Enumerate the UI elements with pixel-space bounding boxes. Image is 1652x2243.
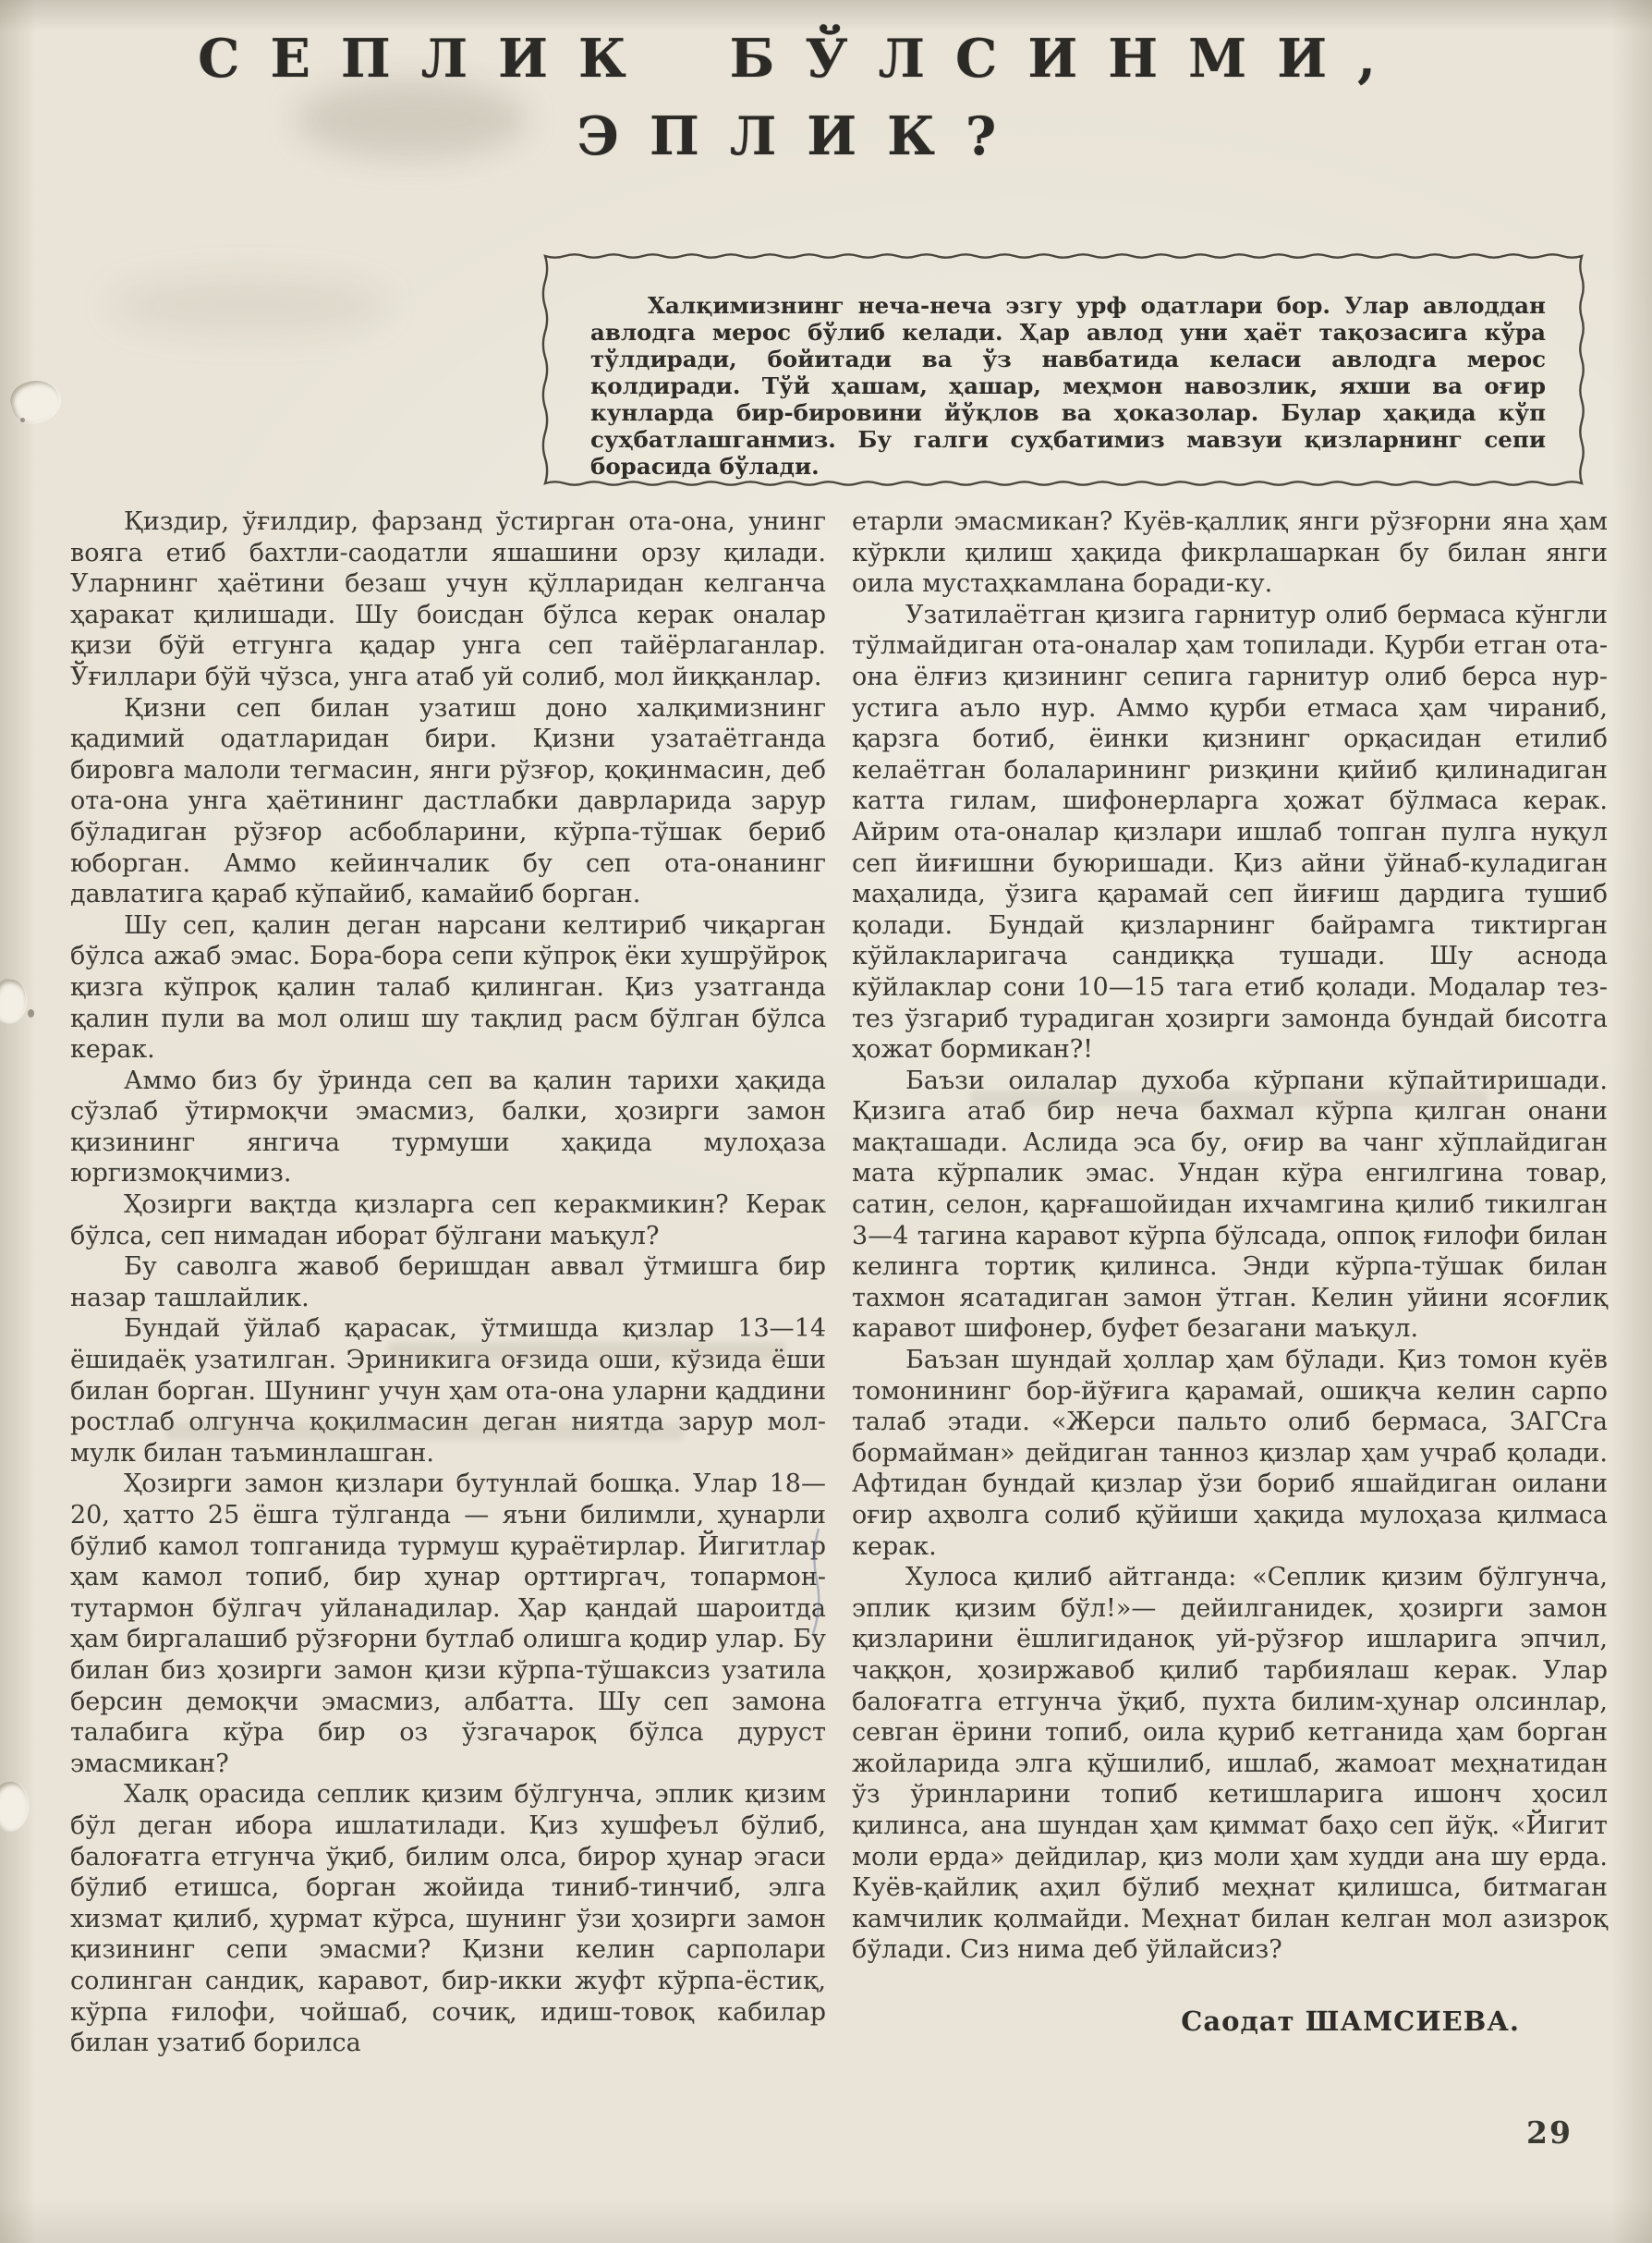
paper-tear <box>6 374 64 428</box>
intro-text: Халқимизнинг неча-неча эзгу урф одатлари бор. Улар авлоддан авлодга мерос бўлиб келади. Ҳар авлод уни ҳаёт тақозасига кўра тўлдиради, бойитади ва ўз навбатида келаси авлодга мерос қолдиради. Тўй ҳашам, ҳашар, меҳмон навозлик, яхши ва оғир кунларда бир-бировини йўқлов ва ҳоказолар. Булар ҳақида кўп суҳбатлашганмиз. Бу галги суҳбатимиз мавзуи қизларнинг сепи борасида бўлади. <box>590 292 1546 480</box>
title-line-1: СЕПЛИК БЎЛСИНМИ, <box>198 28 1406 90</box>
intro-box <box>541 251 1586 488</box>
paragraph: Хулоса қилиб айтганда: «Сеплик қизим бўлгунча, эплик қизим бўл!»— дейилганидек, ҳозирги замон қизларини ёшлигиданоқ уй-рўзғор ишларига эпчил, чаққон, ҳозиржавоб қилиб тарбиялаш керак. Улар балоғатга етгунча ўқиб, пухта билим-ҳунар олсинлар, севган ёрини топиб, оила қуриб кетганида ҳам борган жойларида элга қўшилиб, ишлаб, жамоат меҳнатидан ўз ўринларини топиб кетишларига ишонч ҳосил қилинса, ана шундан ҳам қиммат баҳо сеп йўқ. «Йигит моли ерда» дейдилар, қиз моли ҳам худди ана шу ерда. Куёв-қайлиқ аҳил бўлиб меҳнат қилишса, битмаган камчилик қолмайди. Меҳнат билан келган мол азизроқ бўлади. Сиз нима деб ўйлайсиз? <box>852 1563 1608 1965</box>
paragraph: Ҳозирги вақтда қизларга сеп керакмикин? Керак бўлса, сеп нимадан иборат бўлгани маъқул? <box>70 1190 826 1250</box>
paper-speck <box>20 418 25 422</box>
paragraph: Бу саволга жавоб беришдан аввал ўтмишга бир назар ташлайлик. <box>70 1252 826 1312</box>
paragraph: Баъзи оилалар духоба кўрпани кўпайтиришади. Қизига атаб бир неча бахмал кўрпа қилган онани мақташади. Аслида эса бу, оғир ва чанг хўплайдиган мата кўрпалик эмас. Ундан кўра енгилгина товар, сатин, селон, қарғашойидан ихчамгина қилиб тикилган 3—4 тагина каравот кўрпа бўлсада, оппоқ ғилофи билан келинга тортиқ қилинса. Энди кўрпа-тўшак билан тахмон ясатадиган замон ўтган. Келин уйини ясоғлиқ каравот шифонер, буфет безагани маъқул. <box>852 1066 1608 1344</box>
paragraph: Шу сеп, қалин деган нарсани келтириб чиқарган бўлса ажаб эмас. Бора-бора сепи кўпроқ ёки хушрўйроқ қизга кўпроқ қалин талаб қилинган. Қиз узатганда қалин пули ва мол олиш шу тақлид расм бўлган бўлса керак. <box>70 910 826 1065</box>
paper-tear <box>0 977 30 1024</box>
print-smudge <box>111 277 388 333</box>
pen-mark <box>802 1527 830 1638</box>
paragraph: Баъзан шундай ҳоллар ҳам бўлади. Қиз томон куёв томонининг бор-йўғига қарамай, ошиқча келин сарпо талаб этади. «Жерси пальто олиб бермаса, ЗАГСга бормайман» дейдиган танноз қизлар ҳам учраб қолади. Афтидан бундай қизлар ўзи бориб яшайдиган оилани оғир аҳволга солиб қўйиши ҳақида мулоҳаза қилмаса керак. <box>852 1346 1608 1561</box>
paragraph: Аммо биз бу ўринда сеп ва қалин тарихи ҳақида сўзлаб ўтирмоқчи эмасмиз, балки, ҳозирги замон қизининг янгича турмуши ҳақида мулоҳаза юргизмоқчимиз. <box>70 1066 826 1189</box>
author-byline: Саодат ШАМСИЕВА. <box>1181 2005 1520 2037</box>
paragraph: Узатилаётган қизига гарнитур олиб бермаса кўнгли тўлмайдиган ота-оналар ҳам топилади. Қурби етган ота-она ёлғиз қизининг сепига гарнитур олиб берса нур-устига аъло нур. Аммо қурби етмаса ҳам чираниб, қарзга ботиб, ёинки қизнинг орқасидан етилиб келаётган болаларининг ризқини қийиб қилинадиган катта гилам, шифонерларга ҳожат бўлмаса керак. Айрим ота-оналар қизлари ишлаб топган пулга нуқул сеп йиғишни буюришади. Қиз айни ўйнаб-куладиган маҳалида, ўзига қарамай сеп йиғиш дардига тушиб қолади. Бундай қизларнинг байрамга тиктирган кўйлакларигача сандиққа тушади. Шу аснода кўйлаклар сони 10—15 тага етиб қолади. Модалар тез-тез ўзгариб турадиган ҳозирги замонда бундай бисотга ҳожат бормикан?! <box>852 600 1608 1065</box>
title-line-2: ЭПЛИК? <box>577 105 1027 167</box>
paragraph: Халқ орасида сеплик қизим бўлгунча, эплик қизим бўл деган ибора ишлатилади. Қиз хушфеъл бўлиб, балоғатга етгунча ўқиб, билим олса, бирор ҳунар эгаси бўлиб етишса, борган жойида тиниб-тинчиб, элга хизмат қилиб, ҳурмат кўрса, шунинг ўзи ҳозирги замон қизининг сепи эмасми? Қизни келин сарполари солинган сандиқ, каравот, бир-икки жуфт кўрпа-ёстиқ, кўрпа ғилофи, чойшаб, сочиқ, идиш-товоқ кабилар билан узатиб борилса <box>70 1780 826 2058</box>
page-number: 29 <box>1526 2115 1573 2151</box>
paper-tear <box>0 1780 30 1833</box>
right-column <box>852 506 1608 2038</box>
ink-showthrough <box>388 1342 785 1360</box>
article-title <box>0 20 1628 176</box>
paragraph: Қизни сеп билан узатиш доно халқимизнинг қадимий одатларидан бири. Қизни узатаётганда бировга малоли тегмасин, янги рўзғор, қоқинмасин, деб ота-она унга ҳаётининг дастлабки даврларида зарур бўладиган рўзғор асбобларини, кўрпа-тўшак бериб юборган. Аммо кейинчалик бу сеп ота-онанинг давлатига қараб кўпайиб, камайиб борган. <box>70 693 826 909</box>
ink-showthrough <box>970 1091 1488 1107</box>
paragraph: етарли эмасмикан? Куёв-қаллиқ янги рўзғорни яна ҳам кўркли қилиш ҳақида фикрлашаркан бу билан янги оила мустаҳкамлана боради-ку. <box>852 507 1608 599</box>
ink-showthrough <box>166 1423 684 1440</box>
paragraph: Қиздир, ўғилдир, фарзанд ўстирган ота-она, унинг вояга етиб бахтли-саодатли яшашини орзу қилади. Уларнинг ҳаётини безаш учун қўлларидан келганча ҳаракат қилишади. Шу боисдан бўлса керак оналар қизи бўй етгунга қадар унга сеп тайёрлаганлар. Ўғиллари бўй чўзса, унга атаб уй солиб, мол йиққанлар. <box>70 507 826 691</box>
paragraph: Ҳозирги замон қизлари бутунлай бошқа. Улар 18—20, ҳатто 25 ёшга тўлганда — яъни билимли, ҳунарли бўлиб камол топганида турмуш қураётирлар. Йигитлар ҳам камол топиб, бир ҳунар орттиргач, топармон-тутармон бўлгач уйланадилар. Ҳар қандай шароитда ҳам биргалашиб рўзғорни бутлаб олишга қодир улар. Бу билан биз ҳозирги замон қизи кўрпа-тўшаксиз узатила берсин демоқчи эмасмиз, албатта. Шу сеп замона талабига кўра бир оз ўзгачароқ бўлса дуруст эмасмикан? <box>70 1469 826 1778</box>
left-column <box>70 506 826 2059</box>
paper-speck <box>28 1009 34 1018</box>
paragraph: Бундай ўйлаб қарасак, ўтмишда қизлар 13—14 ёшидаёқ узатилган. Эриникига оғзида оши, кўзида ёши билан борган. Шунинг учун ҳам ота-она уларни қаддини ростлаб олгунча қоқилмасин деган ниятда зарур мол-мулк билан таъминлашган. <box>70 1314 826 1468</box>
